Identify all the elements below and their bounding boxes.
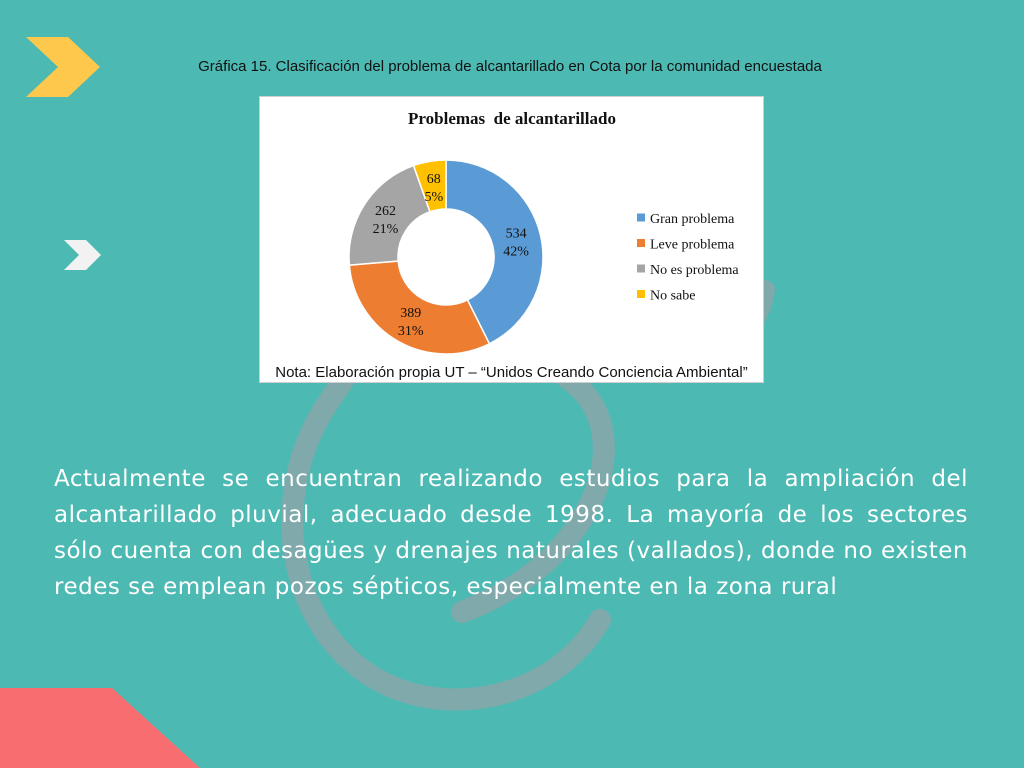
slice-value-label: 389 (400, 305, 422, 321)
chart-title: Problemas de alcantarillado (408, 109, 616, 128)
legend-label: Gran problema (650, 212, 735, 227)
legend-label: Leve problema (650, 237, 735, 253)
chart-source-note: Nota: Elaboración propia UT – “Unidos Creando Conciencia Ambiental” (275, 364, 748, 381)
red-corner-decoration (0, 688, 200, 768)
legend-swatch (637, 214, 645, 222)
slice-value-label: 534 (505, 226, 527, 242)
slice-percent-label: 21% (372, 221, 399, 237)
yellow-chevron-icon (26, 37, 100, 97)
slice-percent-label: 42% (503, 244, 529, 260)
slice-percent-label: 31% (397, 323, 424, 339)
chart-panel (259, 96, 764, 383)
slice-percent-label: 5% (424, 190, 444, 206)
legend-swatch (637, 265, 645, 273)
slice-value-label: 68 (426, 172, 441, 188)
white-chevron-icon (64, 240, 101, 270)
body-paragraph: Actualmente se encuentran realizando estudios para la ampliación del alcantarillado pluvial, adecuado desde 1998. La mayoría de los sectores sólo cuenta con desagües y drenajes naturales (vallados), donde no existen redes se emplean pozos sépticos, especialmente en la zona rural (54, 466, 968, 600)
slice-value-label: 262 (374, 203, 396, 219)
figure-caption: Gráfica 15. Clasificación del problema de alcantarillado en Cota por la comunidad encuestada (198, 58, 822, 75)
donut-chart (260, 97, 763, 357)
legend-swatch (637, 239, 645, 247)
legend-label: No es problema (650, 263, 739, 278)
legend-swatch (637, 290, 645, 298)
legend-label: No sabe (650, 288, 696, 304)
